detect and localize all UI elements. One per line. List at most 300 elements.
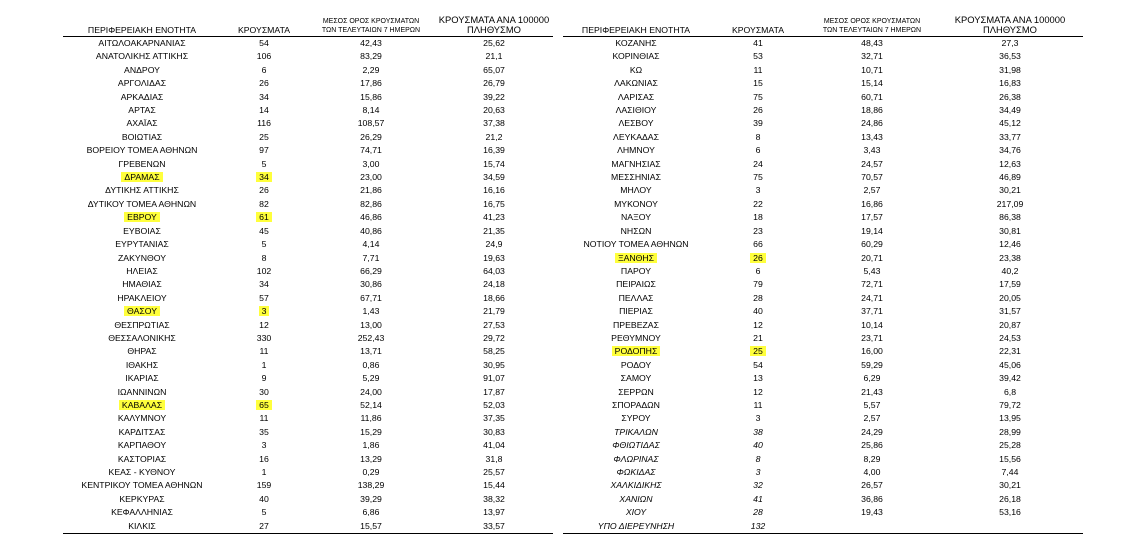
region-cell — [63, 184, 221, 197]
cases-cell-text: 53 — [753, 51, 763, 62]
region-cell — [563, 171, 709, 184]
cases-cell — [709, 198, 807, 211]
cases-cell-text: 3 — [755, 185, 761, 196]
avg7-cell-text: 40,86 — [360, 225, 382, 236]
region-cell-text: ΝΟΤΙΟΥ ΤΟΜΕΑ ΑΘΗΝΩΝ — [583, 239, 689, 250]
avg7-cell-text: 66,29 — [360, 265, 382, 276]
table-row — [63, 493, 553, 506]
table-row — [63, 278, 553, 291]
avg7-cell — [807, 359, 937, 372]
per100k-cell — [435, 412, 553, 425]
table-row — [63, 520, 553, 534]
avg7-cell — [307, 184, 435, 197]
per100k-cell-text: 30,83 — [483, 426, 505, 437]
table-row — [63, 225, 553, 238]
per100k-cell-text: 21,1 — [485, 51, 503, 62]
table-row — [563, 91, 1083, 104]
cases-cell — [221, 345, 307, 358]
region-cell — [63, 372, 221, 385]
table-row — [563, 158, 1083, 171]
region-cell — [563, 117, 709, 130]
per100k-cell — [435, 426, 553, 439]
table-row — [563, 412, 1083, 425]
table-row — [563, 198, 1083, 211]
cases-cell — [221, 305, 307, 318]
cases-cell-text: 132 — [750, 520, 766, 531]
avg7-cell-text: 15,14 — [861, 78, 883, 89]
cases-cell — [221, 225, 307, 238]
table-row — [63, 265, 553, 278]
region-cell — [563, 131, 709, 144]
avg7-cell — [307, 399, 435, 412]
per100k-cell — [435, 64, 553, 77]
per100k-cell — [435, 171, 553, 184]
cases-cell-text: 11 — [259, 413, 269, 424]
cases-cell — [221, 359, 307, 372]
header-region: ΠΕΡΙΦΕΡΕΙΑΚΗ ΕΝΟΤΗΤΑ — [563, 10, 709, 37]
per100k-cell-text: 16,39 — [483, 145, 505, 156]
per100k-cell-text: 6,8 — [1003, 386, 1017, 397]
cases-cell-text: 34 — [259, 91, 269, 102]
cases-cell — [221, 184, 307, 197]
avg7-cell-text: 21,43 — [861, 386, 883, 397]
per100k-cell — [937, 278, 1083, 291]
avg7-cell — [307, 493, 435, 506]
per100k-cell — [435, 158, 553, 171]
cases-cell-text: 11 — [259, 346, 269, 357]
table-row — [563, 252, 1083, 265]
per100k-cell-text: 34,49 — [999, 105, 1021, 116]
cases-cell — [221, 386, 307, 399]
per100k-cell — [937, 439, 1083, 452]
region-cell-text: ΕΒΡΟΥ — [124, 212, 160, 222]
region-cell-text: ΕΥΡΥΤΑΝΙΑΣ — [115, 239, 169, 250]
table-row — [563, 171, 1083, 184]
region-cell-text: ΧΑΝΙΩΝ — [619, 493, 653, 504]
per100k-cell-text: 23,38 — [999, 252, 1021, 263]
avg7-cell-text: 24,71 — [861, 292, 883, 303]
cases-cell-text: 34 — [256, 172, 272, 182]
table-row — [63, 91, 553, 104]
region-cell — [563, 104, 709, 117]
cases-cell-text: 54 — [259, 38, 269, 48]
region-cell-text: ΚΕΝΤΡΙΚΟΥ ΤΟΜΕΑ ΑΘΗΝΩΝ — [81, 480, 203, 491]
table-row — [563, 386, 1083, 399]
cases-cell-text: 1 — [261, 359, 267, 370]
per100k-cell-text: 38,32 — [483, 493, 505, 504]
avg7-cell-text: 60,29 — [861, 239, 883, 250]
table-row — [563, 466, 1083, 479]
region-cell-text: ΗΜΑΘΙΑΣ — [122, 279, 162, 290]
table-row — [63, 158, 553, 171]
region-cell — [63, 278, 221, 291]
avg7-cell — [807, 466, 937, 479]
per100k-cell — [937, 466, 1083, 479]
left-header-row — [63, 10, 553, 37]
region-cell — [63, 332, 221, 345]
avg7-cell — [307, 265, 435, 278]
avg7-cell-text: 24,86 — [861, 118, 883, 129]
per100k-cell-text: 25,62 — [483, 38, 505, 48]
avg7-cell-text: 13,71 — [360, 346, 382, 357]
left-cases-table — [63, 10, 553, 534]
per100k-cell — [937, 238, 1083, 251]
per100k-cell-text: 31,8 — [485, 453, 503, 464]
cases-cell — [709, 386, 807, 399]
region-cell-text: ΑΝΔΡΟΥ — [124, 64, 160, 75]
region-cell — [63, 50, 221, 63]
avg7-cell — [307, 117, 435, 130]
region-cell — [563, 238, 709, 251]
cases-cell-text: 5 — [261, 507, 267, 518]
cases-cell-text: 75 — [753, 172, 763, 183]
cases-cell-text: 12 — [259, 319, 269, 330]
avg7-cell — [307, 466, 435, 479]
region-cell-text: ΝΑΞΟΥ — [621, 212, 651, 223]
cases-cell — [709, 50, 807, 63]
region-cell — [63, 171, 221, 184]
per100k-cell — [937, 171, 1083, 184]
avg7-cell-text: 67,71 — [360, 292, 382, 303]
per100k-cell — [435, 292, 553, 305]
region-cell — [63, 305, 221, 318]
region-cell-text: ΜΕΣΣΗΝΙΑΣ — [611, 172, 661, 183]
avg7-cell-text: 74,71 — [360, 145, 382, 156]
cases-cell — [709, 493, 807, 506]
avg7-cell-text: 13,43 — [861, 131, 883, 142]
avg7-cell-text: 26,29 — [360, 131, 382, 142]
region-cell — [563, 265, 709, 278]
cases-cell-text: 26 — [259, 78, 269, 89]
avg7-cell — [307, 158, 435, 171]
region-cell-text: ΔΡΑΜΑΣ — [121, 172, 162, 182]
header-avg7 — [807, 10, 937, 37]
region-cell — [63, 466, 221, 479]
per100k-cell-text: 34,76 — [999, 145, 1021, 156]
cases-cell — [221, 265, 307, 278]
cases-cell — [709, 77, 807, 90]
header-avg7-line1: ΜΕΣΟΣ ΟΡΟΣ ΚΡΟΥΣΜΑΤΩΝ — [322, 18, 420, 25]
table-row — [563, 131, 1083, 144]
per100k-cell — [435, 91, 553, 104]
cases-cell-text: 116 — [257, 118, 271, 129]
header-avg7 — [307, 10, 435, 37]
per100k-cell — [937, 479, 1083, 492]
per100k-cell — [937, 345, 1083, 358]
cases-cell-text: 330 — [256, 332, 272, 343]
region-cell-text: ΧΙΟΥ — [625, 507, 647, 518]
per100k-cell — [937, 412, 1083, 425]
cases-cell-text: 3 — [261, 440, 267, 451]
cases-cell-text: 102 — [256, 265, 272, 276]
region-cell-text: ΑΧΑΪΑΣ — [126, 118, 158, 129]
region-cell-text: ΑΡΤΑΣ — [128, 105, 156, 116]
cases-cell-text: 8 — [261, 252, 267, 263]
per100k-cell — [435, 466, 553, 479]
avg7-cell — [807, 117, 937, 130]
avg7-cell-text: 48,43 — [861, 38, 883, 48]
avg7-cell — [807, 426, 937, 439]
table-row — [63, 345, 553, 358]
region-cell — [63, 104, 221, 117]
region-cell-text: ΛΑΡΙΣΑΣ — [617, 91, 655, 102]
avg7-cell-text: 13,29 — [360, 453, 382, 464]
avg7-cell — [807, 211, 937, 224]
avg7-cell-text: 8,29 — [863, 453, 881, 464]
header-avg7-line2: ΤΩΝ ΤΕΛΕΥΤΑΙΩΝ 7 ΗΜΕΡΩΝ — [822, 26, 922, 34]
cases-cell-text: 61 — [256, 212, 272, 222]
avg7-cell — [807, 131, 937, 144]
avg7-cell — [307, 238, 435, 251]
avg7-cell — [307, 412, 435, 425]
region-cell — [63, 359, 221, 372]
avg7-cell — [307, 332, 435, 345]
per100k-cell-text: 18,66 — [483, 292, 505, 303]
per100k-cell — [937, 319, 1083, 332]
avg7-cell-text: 108,57 — [357, 118, 385, 129]
cases-cell-text: 28 — [753, 292, 763, 303]
cases-cell — [221, 479, 307, 492]
cases-cell — [709, 332, 807, 345]
region-cell — [63, 158, 221, 171]
per100k-cell-text: 13,95 — [999, 413, 1021, 424]
table-row — [63, 252, 553, 265]
cases-cell-text: 5 — [261, 158, 267, 169]
region-cell-text: ΦΛΩΡΙΝΑΣ — [613, 453, 659, 464]
cases-cell-text: 82 — [259, 198, 269, 209]
header-region: ΠΕΡΙΦΕΡΕΙΑΚΗ ΕΝΟΤΗΤΑ — [63, 10, 221, 37]
avg7-cell-text: 7,71 — [362, 252, 380, 263]
per100k-cell — [435, 439, 553, 452]
cases-cell — [709, 479, 807, 492]
table-row — [63, 104, 553, 117]
region-cell — [563, 439, 709, 452]
cases-cell — [221, 117, 307, 130]
cases-cell-text: 9 — [261, 373, 267, 384]
region-cell — [563, 211, 709, 224]
per100k-cell-text: 29,72 — [483, 332, 505, 343]
per100k-cell — [937, 372, 1083, 385]
region-cell — [63, 453, 221, 466]
cases-cell-text: 66 — [753, 239, 763, 250]
table-row — [563, 506, 1083, 519]
cases-cell-text: 14 — [259, 105, 269, 116]
per100k-cell — [937, 332, 1083, 345]
avg7-cell — [307, 439, 435, 452]
avg7-cell-text: 16,86 — [861, 198, 883, 209]
cases-cell — [709, 345, 807, 358]
cases-cell — [221, 319, 307, 332]
cases-cell — [709, 238, 807, 251]
region-cell-text: ΡΟΔΟΥ — [620, 359, 652, 370]
cases-cell — [221, 37, 307, 51]
region-cell-text: ΠΕΙΡΑΙΩΣ — [616, 279, 656, 290]
region-cell — [63, 439, 221, 452]
per100k-cell — [435, 131, 553, 144]
region-cell — [63, 91, 221, 104]
per100k-cell — [937, 252, 1083, 265]
per100k-cell-text: 26,38 — [999, 91, 1021, 102]
cases-cell — [221, 238, 307, 251]
cases-cell-text: 38 — [753, 426, 763, 437]
cases-cell — [709, 131, 807, 144]
per100k-cell-text: 13,97 — [483, 507, 505, 518]
region-cell-text: ΣΑΜΟΥ — [620, 373, 652, 384]
region-cell — [563, 158, 709, 171]
region-cell — [563, 399, 709, 412]
cases-cell — [221, 520, 307, 534]
cases-cell — [709, 158, 807, 171]
table-row — [63, 332, 553, 345]
per100k-cell — [937, 131, 1083, 144]
table-row — [563, 439, 1083, 452]
table-row — [63, 399, 553, 412]
per100k-cell-text: 21,35 — [483, 225, 505, 236]
region-cell-text: ΜΥΚΟΝΟΥ — [614, 198, 658, 209]
per100k-cell-text: 33,57 — [483, 520, 505, 531]
region-cell-text: ΥΠΟ ΔΙΕΡΕΥΝΗΣΗ — [597, 520, 675, 531]
table-row — [563, 332, 1083, 345]
cases-cell — [709, 184, 807, 197]
per100k-cell — [435, 332, 553, 345]
table-row — [63, 453, 553, 466]
avg7-cell — [807, 479, 937, 492]
avg7-cell — [807, 50, 937, 63]
per100k-cell-text: 39,42 — [999, 373, 1021, 384]
header-per100k — [435, 10, 553, 37]
per100k-cell-text: 37,35 — [483, 413, 505, 424]
per100k-cell-text: 16,83 — [999, 78, 1021, 89]
cases-cell-text: 45 — [259, 225, 269, 236]
table-row — [563, 37, 1083, 51]
per100k-cell — [435, 104, 553, 117]
region-cell-text: ΑΡΚΑΔΙΑΣ — [120, 91, 164, 102]
cases-cell-text: 40 — [753, 440, 763, 451]
table-row — [63, 506, 553, 519]
avg7-cell-text: 83,29 — [360, 51, 382, 62]
per100k-cell — [435, 50, 553, 63]
region-cell-text: ΣΥΡΟΥ — [621, 413, 651, 424]
avg7-cell — [307, 506, 435, 519]
cases-cell-text: 13 — [753, 373, 763, 384]
region-cell-text: ΣΕΡΡΩΝ — [618, 386, 654, 397]
per100k-cell — [435, 198, 553, 211]
per100k-cell — [435, 305, 553, 318]
header-per100k-line1: ΚΡΟΥΣΜΑΤΑ ΑΝΑ 100000 — [438, 14, 550, 25]
region-cell — [563, 332, 709, 345]
region-cell-text: ΣΠΟΡΑΔΩΝ — [612, 399, 660, 410]
cases-cell — [221, 453, 307, 466]
region-cell — [563, 91, 709, 104]
cases-cell-text: 3 — [755, 413, 761, 424]
region-cell-text: ΙΘΑΚΗΣ — [125, 359, 159, 370]
per100k-cell — [937, 493, 1083, 506]
per100k-cell — [937, 359, 1083, 372]
region-cell — [63, 399, 221, 412]
avg7-cell-text: 42,43 — [360, 38, 382, 48]
cases-cell-text: 8 — [755, 453, 761, 464]
cases-cell — [709, 225, 807, 238]
avg7-cell-text: 72,71 — [861, 279, 883, 290]
avg7-cell-text: 3,00 — [362, 158, 380, 169]
per100k-cell — [435, 493, 553, 506]
header-per100k — [937, 10, 1083, 37]
avg7-cell — [807, 506, 937, 519]
per100k-cell — [937, 91, 1083, 104]
table-row — [63, 292, 553, 305]
cases-cell — [221, 104, 307, 117]
region-cell — [563, 252, 709, 265]
cases-cell — [221, 439, 307, 452]
table-row — [63, 198, 553, 211]
avg7-cell-text: 18,86 — [861, 105, 883, 116]
avg7-cell-text: 23,71 — [861, 332, 883, 343]
avg7-cell-text: 17,57 — [861, 212, 883, 223]
avg7-cell-text: 0,86 — [362, 359, 380, 370]
per100k-cell — [937, 50, 1083, 63]
avg7-cell — [807, 198, 937, 211]
region-cell — [563, 520, 709, 534]
region-cell-text: ΞΑΝΘΗΣ — [615, 253, 657, 263]
cases-cell — [221, 158, 307, 171]
avg7-cell-text: 37,71 — [861, 306, 883, 317]
per100k-cell-text: 12,46 — [999, 239, 1021, 250]
per100k-cell-text: 64,03 — [483, 265, 505, 276]
avg7-cell — [307, 91, 435, 104]
region-cell — [563, 506, 709, 519]
cases-cell — [709, 466, 807, 479]
table-row — [563, 117, 1083, 130]
avg7-cell — [307, 77, 435, 90]
avg7-cell — [307, 520, 435, 534]
region-cell-text: ΚΕΦΑΛΛΗΝΙΑΣ — [111, 507, 173, 518]
region-cell — [563, 319, 709, 332]
cases-cell-text: 97 — [259, 145, 269, 156]
per100k-cell-text: 24,53 — [999, 332, 1021, 343]
cases-cell-text: 159 — [256, 480, 272, 491]
cases-cell-text: 65 — [256, 400, 272, 410]
avg7-cell — [307, 319, 435, 332]
header-avg7-line1: ΜΕΣΟΣ ΟΡΟΣ ΚΡΟΥΣΜΑΤΩΝ — [823, 18, 921, 25]
region-cell-text: ΡΕΘΥΜΝΟΥ — [611, 332, 661, 343]
cases-cell-text: 8 — [755, 131, 761, 142]
region-cell-text: ΒΟΡΕΙΟΥ ΤΟΜΕΑ ΑΘΗΝΩΝ — [86, 145, 198, 156]
cases-cell-text: 3 — [755, 467, 761, 477]
per100k-cell — [435, 37, 553, 51]
cases-cell — [709, 372, 807, 385]
avg7-cell-text: 60,71 — [861, 91, 883, 102]
avg7-cell-text: 2,29 — [362, 64, 380, 75]
per100k-cell — [937, 211, 1083, 224]
region-cell — [63, 252, 221, 265]
cases-cell-text: 35 — [259, 426, 269, 437]
per100k-cell-text: 19,63 — [483, 252, 505, 263]
cases-cell-text: 25 — [259, 131, 269, 142]
per100k-cell-text: 53,16 — [999, 507, 1021, 518]
cases-cell — [709, 117, 807, 130]
region-cell-text: ΠΑΡΟΥ — [620, 265, 652, 276]
avg7-cell-text: 39,29 — [360, 493, 382, 504]
avg7-cell-text: 3,43 — [863, 145, 881, 156]
cases-cell — [709, 399, 807, 412]
table-row — [63, 144, 553, 157]
per100k-cell-text: 24,9 — [485, 239, 503, 250]
avg7-cell — [807, 305, 937, 318]
avg7-cell — [307, 359, 435, 372]
avg7-cell — [807, 292, 937, 305]
avg7-cell — [307, 426, 435, 439]
avg7-cell — [807, 37, 937, 51]
